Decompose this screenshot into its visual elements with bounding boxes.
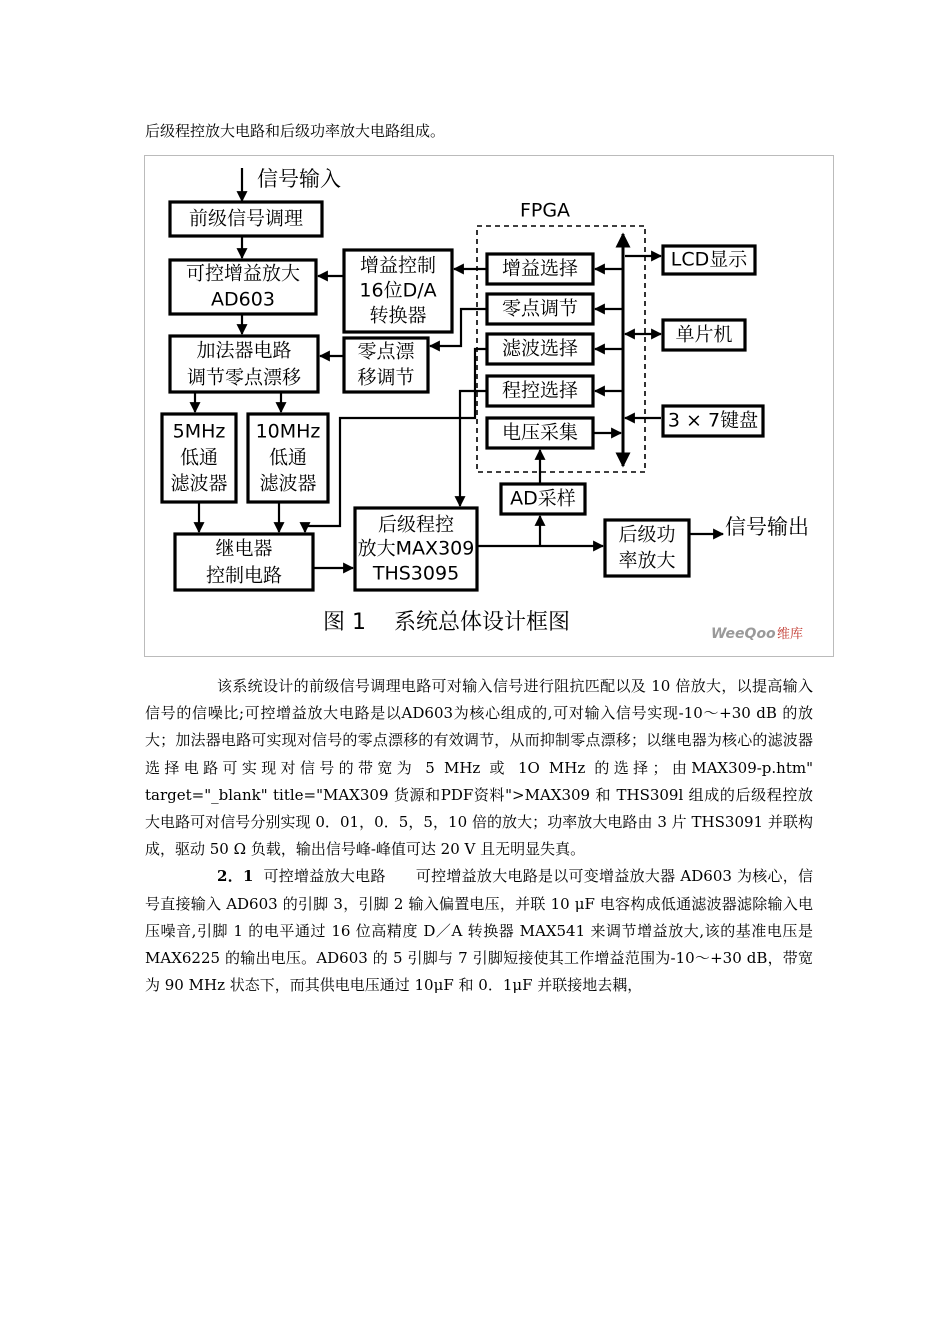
relay-label-1: 继电器 xyxy=(215,537,273,560)
preamp-label: 前级信号调理 xyxy=(188,207,304,230)
zero-drift-label-2: 移调节 xyxy=(357,366,415,389)
voltage-acq-label: 电压采集 xyxy=(501,421,579,444)
figure-caption: 图 1 系统总体设计框图 xyxy=(323,610,570,635)
post-amp-label-1: 后级程控 xyxy=(377,513,455,536)
gain-select-label: 增益选择 xyxy=(501,257,579,280)
paragraph-2-text: 可控增益放大电路是以可变增益放大器 AD603 为核心，信号直接输入 AD603 的引脚 3，引脚 2 输入偏置电压，并联 10 μF 电容构成低通滤波器滤除输入电压噪音,引脚 1 的电平通过 16 位高精度 D／A 转换器 MAX541 来调节增益放大,该的基准电压是 MAX6225 的输出电压。AD603 的 5 引脚与 7 引脚短接使其工作增益范围为-10～+30 dB，带宽为 90 MHz 状态下，而其供电电压通过 10μF 和 0．1μF 并联接地去耦， xyxy=(145,867,814,995)
watermark-cn: 维库 xyxy=(777,627,804,642)
relay-label-2: 控制电路 xyxy=(205,564,283,587)
adder-label-2: 调节零点漂移 xyxy=(186,366,302,389)
dac-label-3: 转换器 xyxy=(369,304,427,327)
ad-sampling-label: AD采样 xyxy=(510,487,576,510)
lpf5-label-3: 滤波器 xyxy=(170,472,228,495)
filter-select-label: 滤波选择 xyxy=(501,337,579,360)
mcu-label: 单片机 xyxy=(675,323,733,346)
vga-label-2: AD603 xyxy=(211,288,275,311)
section-title: 可控增益放大电路 xyxy=(263,867,386,886)
block-diagram-figure xyxy=(144,155,834,657)
dac-label-2: 16位D/A xyxy=(359,279,437,302)
post-amp-label-3: THS3095 xyxy=(372,562,460,585)
signal-input-label: 信号输入 xyxy=(257,167,341,191)
lpf10-label-1: 10MHz xyxy=(255,420,321,443)
zero-adjust-label: 零点调节 xyxy=(501,297,579,320)
signal-output-label: 信号输出 xyxy=(725,515,809,539)
vga-label-1: 可控增益放大 xyxy=(185,262,301,285)
arrow-psel-post xyxy=(460,391,487,506)
lpf10-label-3: 滤波器 xyxy=(259,472,317,495)
keyboard-label: 3 × 7键盘 xyxy=(667,409,759,432)
lpf5-label-1: 5MHz xyxy=(172,420,226,443)
post-amp-label-2: 放大MAX309 xyxy=(357,537,475,560)
program-select-label: 程控选择 xyxy=(501,379,579,402)
watermark-logo: WeeQoo xyxy=(711,626,776,642)
lcd-label: LCD显示 xyxy=(670,248,748,271)
fpga-label: FPGA xyxy=(519,199,571,222)
body-text xyxy=(145,673,813,999)
dac-label-1: 增益控制 xyxy=(359,254,437,277)
paragraph-2 xyxy=(145,863,813,999)
zero-drift-label-1: 零点漂 xyxy=(357,340,415,363)
power-amp-label-1: 后级功 xyxy=(618,523,676,546)
lpf10-label-2: 低通 xyxy=(268,446,308,469)
paragraph-1: 该系统设计的前级信号调理电路可对输入信号进行阻抗匹配以及 10 倍放大，以提高输入信号的信噪比;可控增益放大电路是以AD603为核心组成的,可对输入信号实现-10～+30 dB 的放大；加法器电路可实现对信号的零点漂移的有效调节，从而抑制零点漂移；以继电器为核心的滤波器选择电路可实现对信号的带宽为 5 MHz 或 1O MHz 的选择；由MAX309-p.htm" target="_blank" title="MAX309 货源和PDF资料">MAX309 和 THS309l 组成的后级程控放大电路可对信号分别实现 0．01，0．5，5，10 倍的放大；功率放大电路由 3 片 THS3091 并联构成，驱动 50 Ω 负载，输出信号峰-峰值可达 20 V 且无明显失真。 xyxy=(145,677,813,859)
adder-label-1: 加法器电路 xyxy=(196,339,292,362)
lpf5-label-2: 低通 xyxy=(179,446,219,469)
section-number: 2．1 xyxy=(217,867,254,886)
intro-line: 后级程控放大电路和后级功率放大电路组成。 xyxy=(145,122,446,140)
power-amp-label-2: 率放大 xyxy=(618,549,676,572)
